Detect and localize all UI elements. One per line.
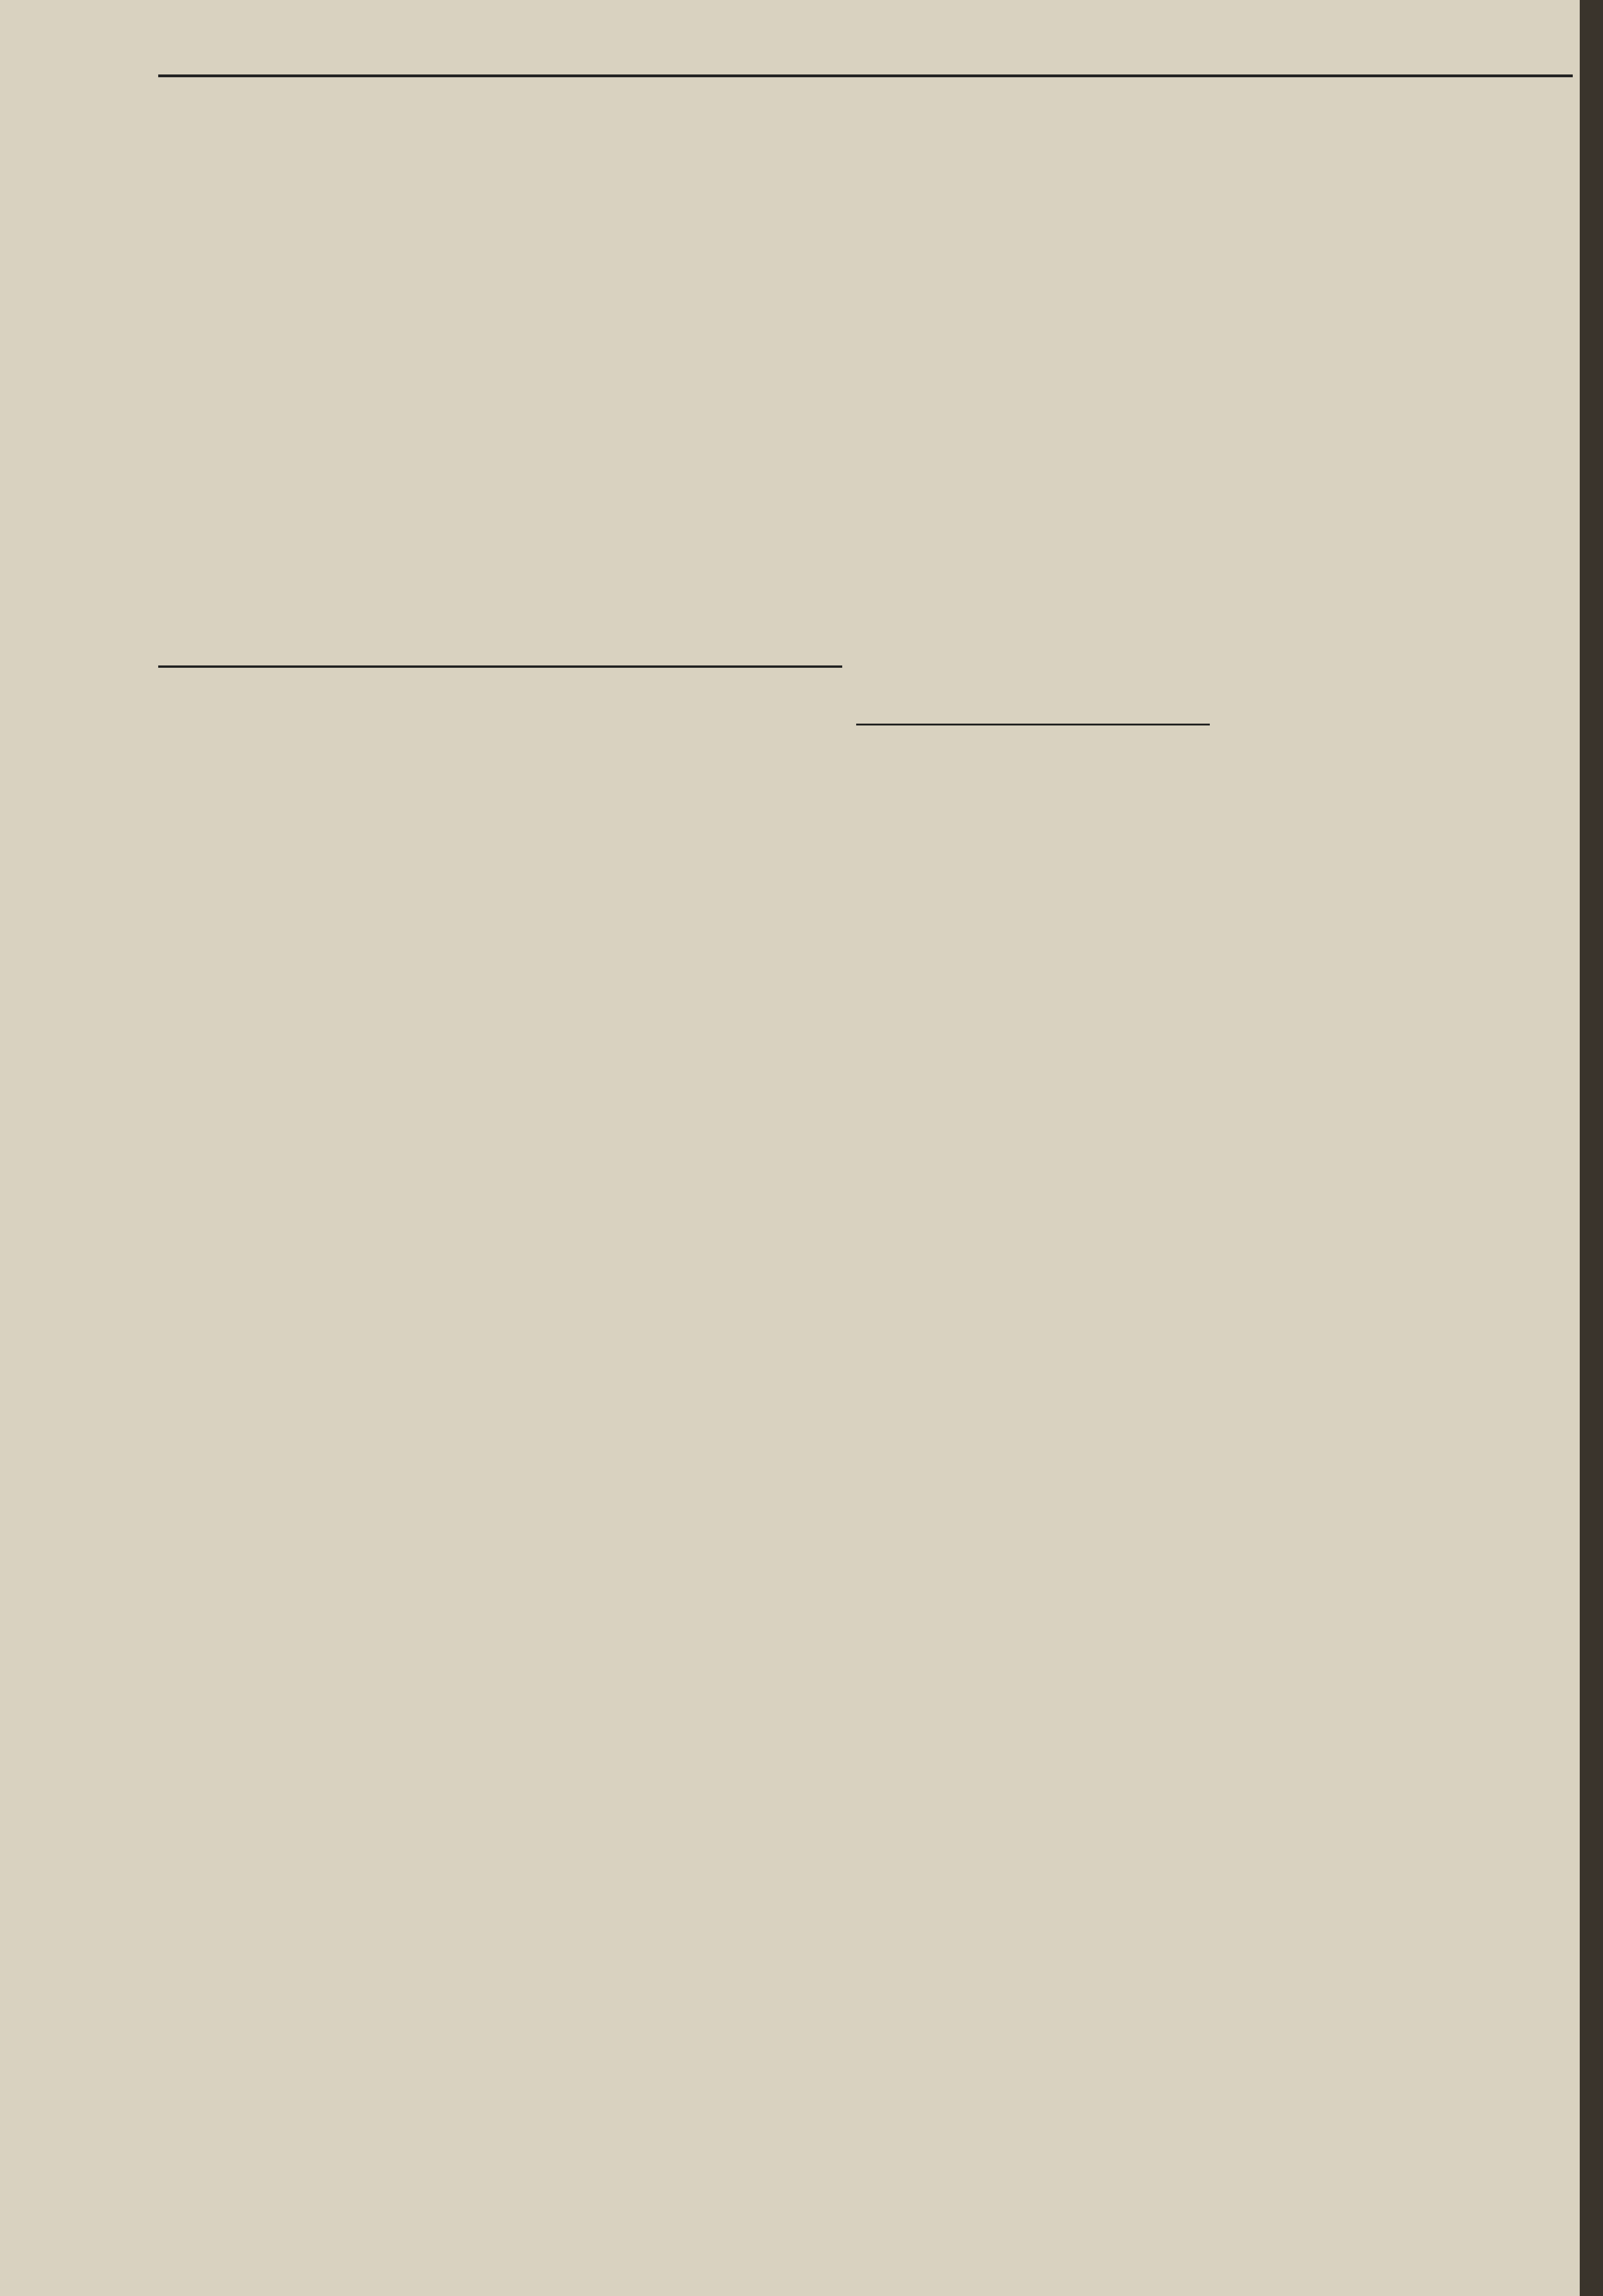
article-germany-col2: [503, 191, 833, 661]
article-france-col2: [512, 775, 842, 1110]
rule-art4: [856, 724, 1210, 725]
article-france-col1: [161, 775, 496, 1329]
article-germany-col1: [161, 191, 486, 661]
article-bulgaria-col2: [1224, 185, 1568, 720]
article-philips: [861, 782, 1205, 1261]
article-bulgaria-col1: [861, 185, 1205, 720]
rule-art3: [158, 665, 842, 668]
header-rule: [158, 74, 1573, 77]
article-arrests: [512, 1182, 842, 1331]
page-edge: [1580, 0, 1603, 2296]
